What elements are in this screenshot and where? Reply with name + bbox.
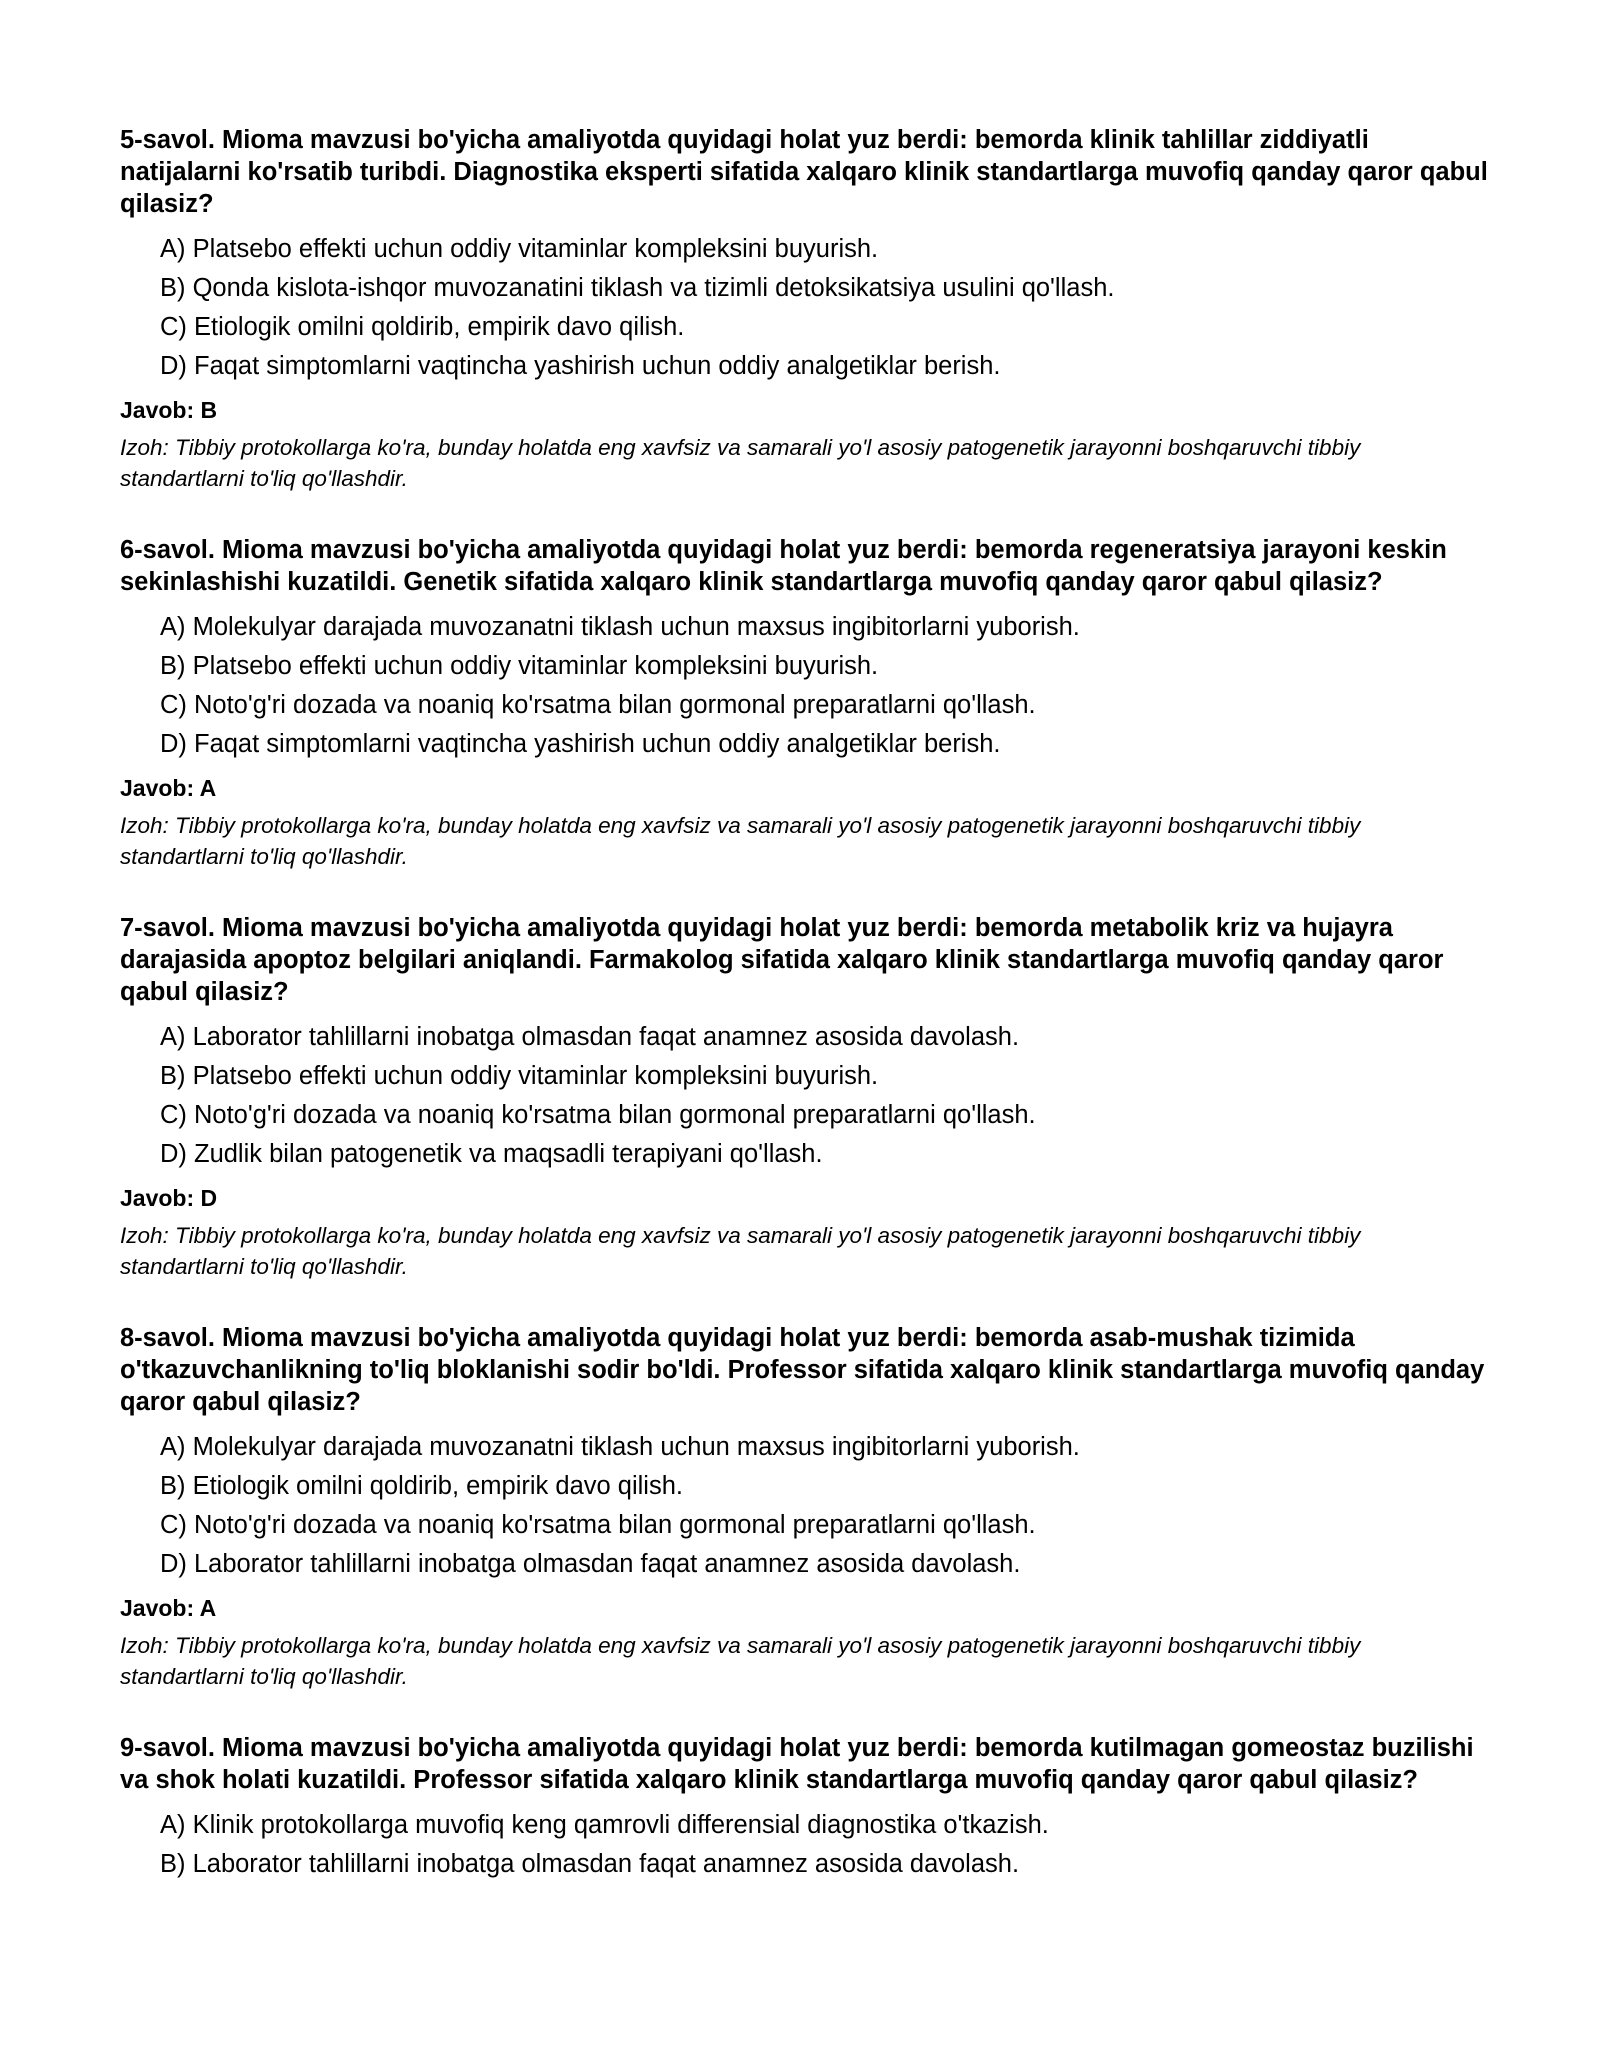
option-a: A) Klinik protokollarga muvofiq keng qamrovli differensial diagnostika o'tkazish. <box>160 1811 1049 1839</box>
explanation-text: Izoh: Tibbiy protokollarga ko'ra, bunday holatda eng xavfsiz va samarali yo'l asosiy patogenetik jarayonni boshqaruvchi tibbiy standartlarni to'liq qo'llashdir. <box>120 1223 1361 1279</box>
answer-line: Javob: B <box>120 397 218 423</box>
option-b: B) Platsebo effekti uchun oddiy vitaminlar kompleksini buyurish. <box>160 1062 879 1090</box>
option-b: B) Etiologik omilni qoldirib, empirik davo qilish. <box>160 1472 683 1500</box>
option-c: C) Noto'g'ri dozada va noaniq ko'rsatma bilan gormonal preparatlarni qo'llash. <box>160 1511 1036 1539</box>
explanation-text: Izoh: Tibbiy protokollarga ko'ra, bunday holatda eng xavfsiz va samarali yo'l asosiy patogenetik jarayonni boshqaruvchi tibbiy standartlarni to'liq qo'llashdir. <box>120 813 1361 869</box>
option-d: D) Faqat simptomlarni vaqtincha yashirish uchun oddiy analgetiklar berish. <box>160 352 1001 380</box>
option-c: C) Noto'g'ri dozada va noaniq ko'rsatma bilan gormonal preparatlarni qo'llash. <box>160 1101 1036 1129</box>
question-block-8 <box>120 1322 1490 1692</box>
option-b: B) Laborator tahlillarni inobatga olmasdan faqat anamnez asosida davolash. <box>160 1850 1020 1878</box>
question-block-6 <box>120 534 1490 872</box>
question-block-5 <box>120 124 1490 494</box>
option-a: A) Molekulyar darajada muvozanatni tiklash uchun maxsus ingibitorlarni yuborish. <box>160 613 1080 641</box>
question-text: 6-savol. Mioma mavzusi bo'yicha amaliyotda quyidagi holat yuz berdi: bemorda regeneratsiya jarayoni keskin sekinlashishi kuzatildi. Genetik sifatida xalqaro klinik standartlarga muvofiq qanday qaror qabul qilasiz? <box>120 536 1447 596</box>
question-block-7 <box>120 912 1490 1282</box>
option-list <box>120 230 1490 386</box>
option-list <box>120 1806 1490 1884</box>
answer-line: Javob: A <box>120 1595 217 1621</box>
explanation-text: Izoh: Tibbiy protokollarga ko'ra, bunday holatda eng xavfsiz va samarali yo'l asosiy patogenetik jarayonni boshqaruvchi tibbiy standartlarni to'liq qo'llashdir. <box>120 435 1361 491</box>
option-c: C) Noto'g'ri dozada va noaniq ko'rsatma bilan gormonal preparatlarni qo'llash. <box>160 691 1036 719</box>
option-list <box>120 1428 1490 1584</box>
option-list <box>120 608 1490 764</box>
question-text: 7-savol. Mioma mavzusi bo'yicha amaliyotda quyidagi holat yuz berdi: bemorda metabolik kriz va hujayra darajasida apoptoz belgilari aniqlandi. Farmakolog sifatida xalqaro klinik standartlarga muvofiq qanday qaror qabul qilasiz? <box>120 914 1444 1006</box>
question-text: 5-savol. Mioma mavzusi bo'yicha amaliyotda quyidagi holat yuz berdi: bemorda klinik tahlillar ziddiyatli natijalarni ko'rsatib turibdi. Diagnostika eksperti sifatida xalqaro klinik standartlarga muvofiq qanday qaror qabul qilasiz? <box>120 126 1488 218</box>
option-d: D) Zudlik bilan patogenetik va maqsadli terapiyani qo'llash. <box>160 1140 823 1168</box>
option-a: A) Laborator tahlillarni inobatga olmasdan faqat anamnez asosida davolash. <box>160 1023 1020 1051</box>
answer-line: Javob: D <box>120 1185 218 1211</box>
option-d: D) Faqat simptomlarni vaqtincha yashirish uchun oddiy analgetiklar berish. <box>160 730 1001 758</box>
question-text: 9-savol. Mioma mavzusi bo'yicha amaliyotda quyidagi holat yuz berdi: bemorda kutilmagan gomeostaz buzilishi va shok holati kuzatildi. Professor sifatida xalqaro klinik standartlarga muvofiq qanday qaror qabul qilasiz? <box>120 1734 1474 1794</box>
option-list <box>120 1018 1490 1174</box>
question-block-9 <box>120 1732 1490 1884</box>
option-b: B) Platsebo effekti uchun oddiy vitaminlar kompleksini buyurish. <box>160 652 879 680</box>
option-c: C) Etiologik omilni qoldirib, empirik davo qilish. <box>160 313 685 341</box>
question-text: 8-savol. Mioma mavzusi bo'yicha amaliyotda quyidagi holat yuz berdi: bemorda asab-mushak tizimida o'tkazuvchanlikning to'liq bloklanishi sodir bo'ldi. Professor sifatida xalqaro klinik standartlarga muvofiq qanday qaror qabul qilasiz? <box>120 1324 1485 1416</box>
option-d: D) Laborator tahlillarni inobatga olmasdan faqat anamnez asosida davolash. <box>160 1550 1021 1578</box>
option-a: A) Molekulyar darajada muvozanatni tiklash uchun maxsus ingibitorlarni yuborish. <box>160 1433 1080 1461</box>
explanation-text: Izoh: Tibbiy protokollarga ko'ra, bunday holatda eng xavfsiz va samarali yo'l asosiy patogenetik jarayonni boshqaruvchi tibbiy standartlarni to'liq qo'llashdir. <box>120 1633 1361 1689</box>
option-a: A) Platsebo effekti uchun oddiy vitaminlar kompleksini buyurish. <box>160 235 879 263</box>
answer-line: Javob: A <box>120 775 217 801</box>
option-b: B) Qonda kislota-ishqor muvozanatini tiklash va tizimli detoksikatsiya usulini qo'llash. <box>160 274 1115 302</box>
